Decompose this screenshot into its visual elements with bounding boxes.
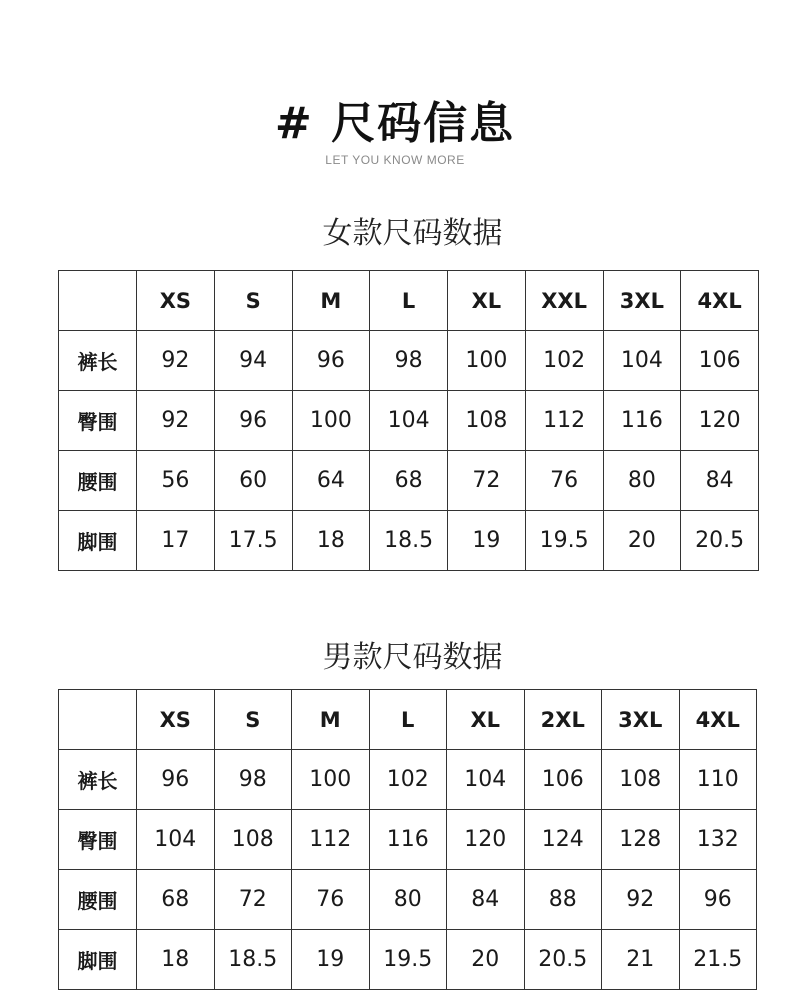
value-cell: 120 xyxy=(447,810,525,870)
size-header-cell: 3XL xyxy=(602,690,680,750)
value-cell: 96 xyxy=(214,391,292,451)
value-cell: 96 xyxy=(137,750,215,810)
size-header-cell: M xyxy=(292,690,370,750)
measurement-label: 脚围 xyxy=(59,930,137,990)
value-cell: 110 xyxy=(679,750,757,810)
size-header-cell: S xyxy=(214,690,292,750)
value-cell: 88 xyxy=(524,870,602,930)
value-cell: 116 xyxy=(603,391,681,451)
value-cell: 132 xyxy=(679,810,757,870)
value-cell: 19.5 xyxy=(525,511,603,571)
value-cell: 104 xyxy=(603,331,681,391)
value-cell: 19 xyxy=(292,930,370,990)
value-cell: 116 xyxy=(369,810,447,870)
measurement-label: 腰围 xyxy=(59,451,137,511)
value-cell: 92 xyxy=(602,870,680,930)
corner-cell xyxy=(59,271,137,331)
measurement-label: 臀围 xyxy=(59,810,137,870)
value-cell: 64 xyxy=(292,451,370,511)
size-header-cell: L xyxy=(369,690,447,750)
measurement-label: 裤长 xyxy=(59,750,137,810)
size-header-cell: 2XL xyxy=(524,690,602,750)
value-cell: 102 xyxy=(525,331,603,391)
men-section-title: 男款尺码数据 xyxy=(322,640,503,675)
value-cell: 19.5 xyxy=(369,930,447,990)
value-cell: 108 xyxy=(448,391,526,451)
value-cell: 94 xyxy=(214,331,292,391)
value-cell: 100 xyxy=(448,331,526,391)
value-cell: 17 xyxy=(137,511,215,571)
value-cell: 20 xyxy=(603,511,681,571)
value-cell: 20.5 xyxy=(681,511,759,571)
value-cell: 98 xyxy=(214,750,292,810)
value-cell: 104 xyxy=(370,391,448,451)
table-row xyxy=(59,331,759,391)
value-cell: 104 xyxy=(137,810,215,870)
value-cell: 76 xyxy=(525,451,603,511)
measurement-label: 腰围 xyxy=(59,870,137,930)
size-header-cell: 4XL xyxy=(679,690,757,750)
value-cell: 18.5 xyxy=(214,930,292,990)
table-row xyxy=(59,930,757,990)
value-cell: 18 xyxy=(292,511,370,571)
value-cell: 84 xyxy=(681,451,759,511)
size-header-cell: S xyxy=(214,271,292,331)
size-header-cell: XL xyxy=(448,271,526,331)
page-subtitle: LET YOU KNOW MORE xyxy=(325,153,465,167)
value-cell: 108 xyxy=(602,750,680,810)
page-title: # 尺码信息 xyxy=(274,98,516,149)
value-cell: 104 xyxy=(447,750,525,810)
measurement-label: 脚围 xyxy=(59,511,137,571)
value-cell: 76 xyxy=(292,870,370,930)
value-cell: 120 xyxy=(681,391,759,451)
table-row xyxy=(59,511,759,571)
value-cell: 18.5 xyxy=(370,511,448,571)
men-size-table xyxy=(58,689,757,990)
value-cell: 124 xyxy=(524,810,602,870)
value-cell: 80 xyxy=(603,451,681,511)
value-cell: 20 xyxy=(447,930,525,990)
value-cell: 21 xyxy=(602,930,680,990)
size-header-cell: 4XL xyxy=(681,271,759,331)
value-cell: 18 xyxy=(137,930,215,990)
value-cell: 21.5 xyxy=(679,930,757,990)
value-cell: 68 xyxy=(370,451,448,511)
measurement-label: 裤长 xyxy=(59,331,137,391)
value-cell: 19 xyxy=(448,511,526,571)
value-cell: 60 xyxy=(214,451,292,511)
value-cell: 72 xyxy=(214,870,292,930)
value-cell: 84 xyxy=(447,870,525,930)
size-header-cell: XS xyxy=(137,271,215,331)
table-header-row xyxy=(59,690,757,750)
value-cell: 20.5 xyxy=(524,930,602,990)
women-size-table xyxy=(58,270,759,571)
table-row xyxy=(59,391,759,451)
value-cell: 102 xyxy=(369,750,447,810)
size-header-cell: L xyxy=(370,271,448,331)
value-cell: 92 xyxy=(137,331,215,391)
women-section-title: 女款尺码数据 xyxy=(322,216,503,251)
table-header-row xyxy=(59,271,759,331)
value-cell: 56 xyxy=(137,451,215,511)
value-cell: 106 xyxy=(524,750,602,810)
size-header-cell: M xyxy=(292,271,370,331)
value-cell: 68 xyxy=(137,870,215,930)
size-header-cell: XS xyxy=(137,690,215,750)
value-cell: 100 xyxy=(292,391,370,451)
size-header-cell: XXL xyxy=(525,271,603,331)
value-cell: 112 xyxy=(292,810,370,870)
corner-cell xyxy=(59,690,137,750)
value-cell: 100 xyxy=(292,750,370,810)
value-cell: 96 xyxy=(679,870,757,930)
value-cell: 72 xyxy=(448,451,526,511)
size-header-cell: 3XL xyxy=(603,271,681,331)
table-row xyxy=(59,750,757,810)
value-cell: 80 xyxy=(369,870,447,930)
size-header-cell: XL xyxy=(447,690,525,750)
value-cell: 112 xyxy=(525,391,603,451)
value-cell: 108 xyxy=(214,810,292,870)
value-cell: 128 xyxy=(602,810,680,870)
value-cell: 92 xyxy=(137,391,215,451)
value-cell: 96 xyxy=(292,331,370,391)
table-row xyxy=(59,870,757,930)
measurement-label: 臀围 xyxy=(59,391,137,451)
table-row xyxy=(59,451,759,511)
table-row xyxy=(59,810,757,870)
value-cell: 17.5 xyxy=(214,511,292,571)
value-cell: 98 xyxy=(370,331,448,391)
value-cell: 106 xyxy=(681,331,759,391)
page-header xyxy=(0,96,790,168)
